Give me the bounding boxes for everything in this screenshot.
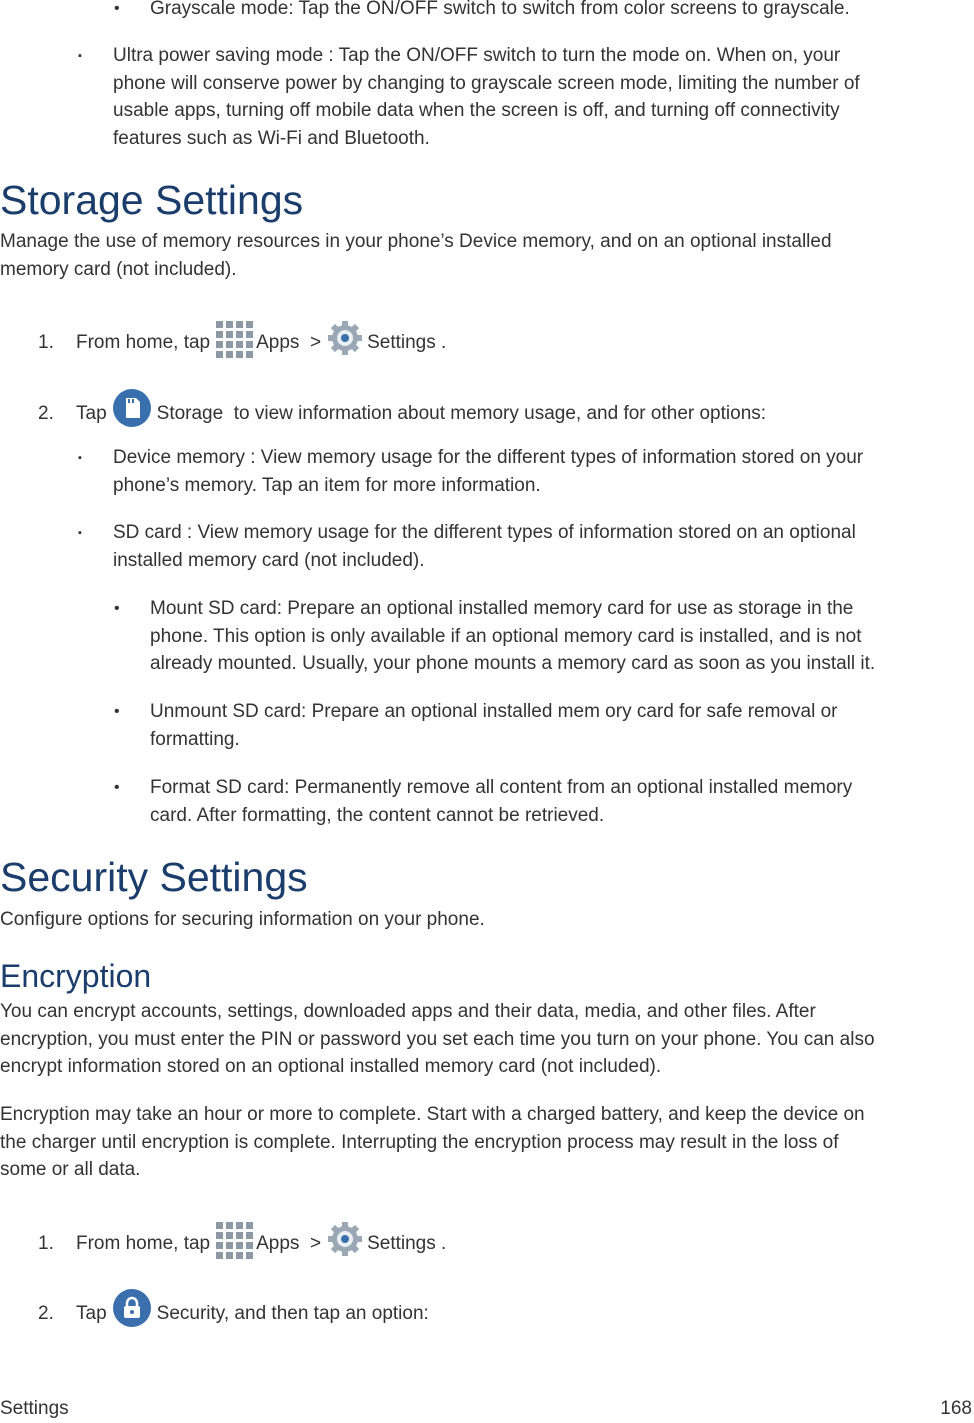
gear-icon: [327, 320, 363, 356]
step-number: 2.: [38, 403, 54, 425]
storage-label: Storage: [156, 403, 224, 425]
footer-section-label: Settings: [0, 1398, 69, 1419]
step-text: From home, tap: [76, 332, 211, 354]
format-sd-line-2: card. After formatting, the content cannot be retrieved.: [150, 805, 605, 826]
list-bullet: ▪: [78, 452, 82, 464]
step-text-rest: to view information about memory usage, and for other options:: [233, 403, 767, 425]
security-settings-heading: Security Settings: [0, 854, 308, 900]
settings-label: Settings: [367, 332, 436, 354]
list-bullet: ▪: [78, 527, 82, 539]
list-bullet: •: [114, 779, 120, 796]
encryption-p1-line-1: You can encrypt accounts, settings, downloaded apps and their data, media, and other files. After: [0, 1001, 816, 1022]
list-bullet: •: [114, 600, 120, 617]
apps-grid-icon: [216, 1222, 252, 1258]
security-step-2: [38, 1295, 429, 1333]
encryption-p2-line-3: some or all data.: [0, 1159, 141, 1180]
step-text: Tap: [76, 403, 107, 425]
sd-card-line-2: installed memory card (not included).: [113, 550, 425, 571]
step-number: 2.: [38, 1303, 54, 1325]
step-text: Tap: [76, 1303, 107, 1325]
encryption-heading: Encryption: [0, 958, 152, 994]
storage-settings-heading: Storage Settings: [0, 177, 304, 223]
encryption-p2-line-1: Encryption may take an hour or more to complete. Start with a charged battery, and keep the device on: [0, 1104, 865, 1125]
device-memory-line-1: Device memory : View memory usage for the different types of information stored on your: [113, 447, 864, 468]
security-step-1: [38, 1226, 446, 1262]
unmount-sd-line-1: Unmount SD card: Prepare an optional installed mem ory card for safe removal or: [150, 701, 838, 722]
mount-sd-line-3: already mounted. Usually, your phone mounts a memory card as soon as you install it.: [150, 653, 876, 674]
step-text-rest: , and then tap an option:: [223, 1303, 429, 1325]
grayscale-mode-text: Grayscale mode: Tap the ON/OFF switch to switch from color screens to grayscale.: [150, 0, 850, 19]
ultra-power-line-4: features such as Wi-Fi and Bluetooth.: [113, 128, 430, 149]
security-intro: Configure options for securing information on your phone.: [0, 909, 485, 930]
page-number: 168: [940, 1398, 972, 1419]
storage-step-2: [38, 395, 766, 433]
encryption-p1-line-2: encryption, you must enter the PIN or password you set each time you turn on your phone. You can also: [0, 1029, 875, 1050]
security-label: Security: [156, 1303, 224, 1325]
separator: >: [309, 332, 322, 354]
list-bullet: •: [114, 0, 120, 17]
period: .: [441, 1233, 447, 1255]
settings-label: Settings: [367, 1233, 436, 1255]
ultra-power-line-3: usable apps, turning off mobile data when the screen is off, and turning off connectivity: [113, 100, 840, 121]
storage-sd-icon: [113, 389, 151, 427]
storage-intro-line-1: Manage the use of memory resources in your phone’s Device memory, and on an optional installed: [0, 231, 832, 252]
list-bullet: ▪: [78, 50, 82, 62]
separator: >: [309, 1233, 322, 1255]
unmount-sd-line-2: formatting.: [150, 729, 240, 750]
gear-icon: [327, 1221, 363, 1257]
step-number: 1.: [38, 332, 54, 354]
apps-label: Apps: [256, 332, 300, 354]
step-text: From home, tap: [76, 1233, 211, 1255]
ultra-power-line-2: phone will conserve power by changing to grayscale screen mode, limiting the number of: [113, 73, 860, 94]
storage-intro-line-2: memory card (not included).: [0, 259, 237, 280]
period: .: [441, 332, 447, 354]
mount-sd-line-1: Mount SD card: Prepare an optional installed memory card for use as storage in the: [150, 598, 854, 619]
mount-sd-line-2: phone. This option is only available if an optional memory card is installed, and is not: [150, 626, 862, 647]
encryption-p2-line-2: the charger until encryption is complete. Interrupting the encryption process may result in the loss of: [0, 1132, 839, 1153]
lock-icon: [113, 1289, 151, 1327]
device-memory-line-2: phone’s memory. Tap an item for more information.: [113, 475, 541, 496]
storage-step-1: [38, 325, 446, 361]
format-sd-line-1: Format SD card: Permanently remove all content from an optional installed memory: [150, 777, 853, 798]
list-bullet: •: [114, 703, 120, 720]
ultra-power-line-1: Ultra power saving mode : Tap the ON/OFF switch to turn the mode on. When on, your: [113, 45, 841, 66]
apps-grid-icon: [216, 321, 252, 357]
sd-card-line-1: SD card : View memory usage for the different types of information stored on an optional: [113, 522, 856, 543]
apps-label: Apps: [256, 1233, 300, 1255]
step-number: 1.: [38, 1233, 54, 1255]
encryption-p1-line-3: encrypt information stored on an optional installed memory card (not included).: [0, 1056, 662, 1077]
